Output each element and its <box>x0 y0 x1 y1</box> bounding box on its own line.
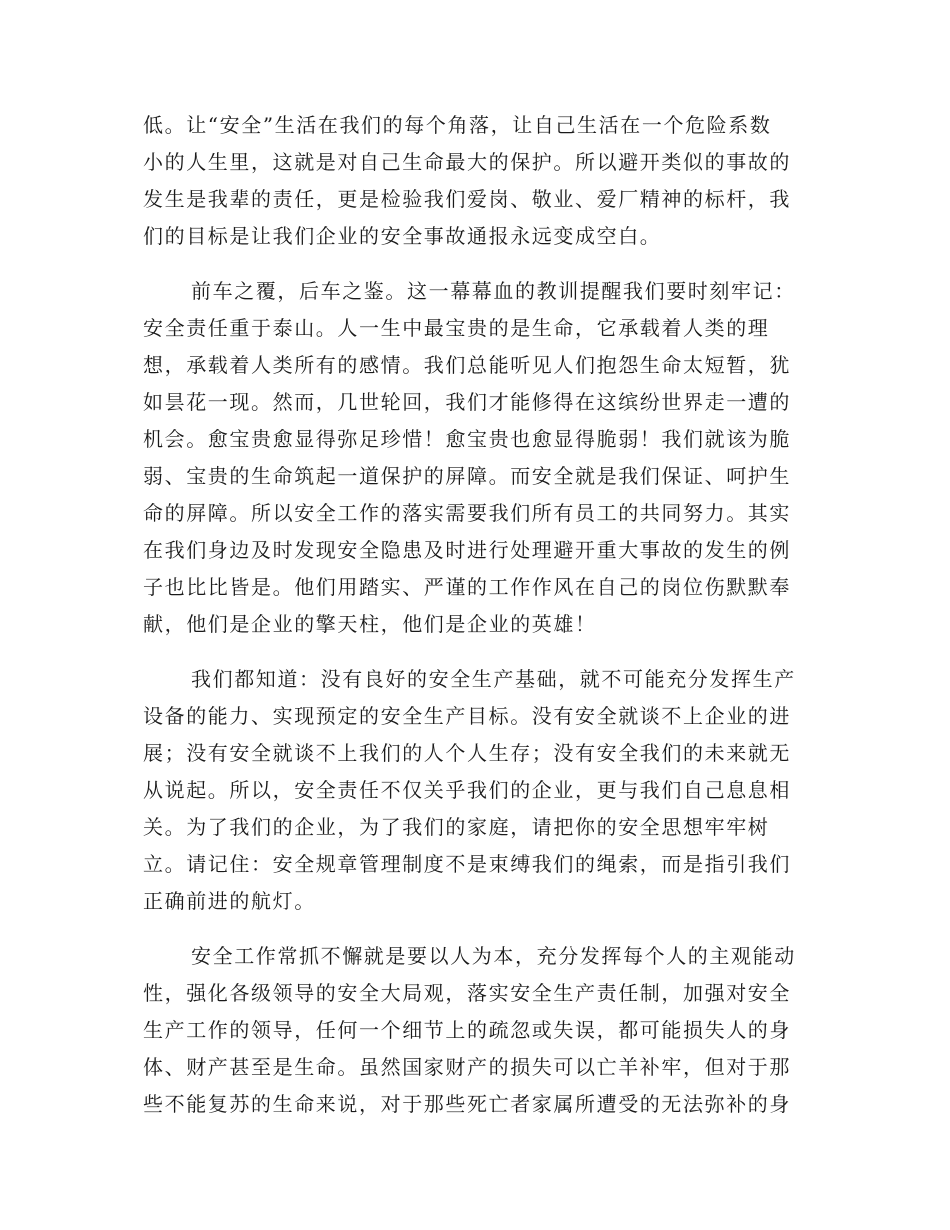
text-line: 性，强化各级领导的安全大局观，落实安全生产责任制，加强对安全 <box>143 981 791 1005</box>
text-line: 弱、宝贵的生命筑起一道保护的屏障。而安全就是我们保证、呵护生 <box>143 464 791 488</box>
text-line: 正确前进的航灯。 <box>143 889 316 913</box>
text-line: 如昙花一现。然而，几世轮回，我们才能修得在这缤纷世界走一遭的 <box>143 390 791 414</box>
text-line: 生产工作的领导，任何一个细节上的疏忽或失误，都可能损失人的身 <box>143 1018 791 1042</box>
text-line: 命的屏障。所以安全工作的落实需要我们所有员工的共同努力。其实 <box>143 501 791 525</box>
paragraph-gap <box>143 643 808 661</box>
text-line: 安全工作常抓不懈就是要以人为本，充分发挥每个人的主观能动 <box>191 944 796 968</box>
text-line: 想，承载着人类所有的感情。我们总能听见人们抱怨生命太短暂，犹 <box>143 353 791 377</box>
text-line: 们的目标是让我们企业的安全事故通报永远变成空白。 <box>143 224 662 248</box>
paragraph-2 <box>143 273 808 643</box>
text-line: 小的人生里，这就是对自己生命最大的保护。所以避开类似的事故的 <box>143 150 791 174</box>
document-body <box>143 107 808 1123</box>
text-line: 展；没有安全就谈不上我们的人个人生存；没有安全我们的未来就无 <box>143 741 791 765</box>
text-line: 低。让“安全”生活在我们的每个角落，让自己生活在一个危险系数 <box>143 113 772 137</box>
text-line: 子也比比皆是。他们用踏实、严谨的工作作风在自己的岗位伤默默奉 <box>143 575 791 599</box>
text-line: 在我们身边及时发现安全隐患及时进行处理避开重大事故的发生的例 <box>143 538 791 562</box>
text-line: 机会。愈宝贵愈显得弥足珍惜！愈宝贵也愈显得脆弱！我们就该为脆 <box>143 427 791 451</box>
paragraph-1 <box>143 107 808 255</box>
paragraph-3 <box>143 661 808 920</box>
text-line: 些不能复苏的生命来说，对于那些死亡者家属所遭受的无法弥补的身 <box>143 1092 791 1116</box>
text-line: 献，他们是企业的擎天柱，他们是企业的英雄！ <box>143 612 597 636</box>
text-line: 我们都知道：没有良好的安全生产基础，就不可能充分发挥生产 <box>191 667 796 691</box>
text-line: 安全责任重于泰山。人一生中最宝贵的是生命，它承载着人类的理 <box>143 316 770 340</box>
text-line: 发生是我辈的责任，更是检验我们爱岗、敬业、爱厂精神的标杆，我 <box>143 187 791 211</box>
text-line: 设备的能力、实现预定的安全生产目标。没有安全就谈不上企业的进 <box>143 704 791 728</box>
text-line: 关。为了我们的企业，为了我们的家庭，请把你的安全思想牢牢树 <box>143 815 770 839</box>
paragraph-gap <box>143 920 808 938</box>
text-line: 前车之覆，后车之鉴。这一幕幕血的教训提醒我们要时刻牢记： <box>191 279 796 303</box>
text-line: 从说起。所以，安全责任不仅关乎我们的企业，更与我们自己息息相 <box>143 778 791 802</box>
text-line: 立。请记住：安全规章管理制度不是束缚我们的绳索，而是指引我们 <box>143 852 791 876</box>
paragraph-4 <box>143 938 808 1123</box>
text-line: 体、财产甚至是生命。虽然国家财产的损失可以亡羊补牢，但对于那 <box>143 1055 791 1079</box>
paragraph-gap <box>143 255 808 273</box>
